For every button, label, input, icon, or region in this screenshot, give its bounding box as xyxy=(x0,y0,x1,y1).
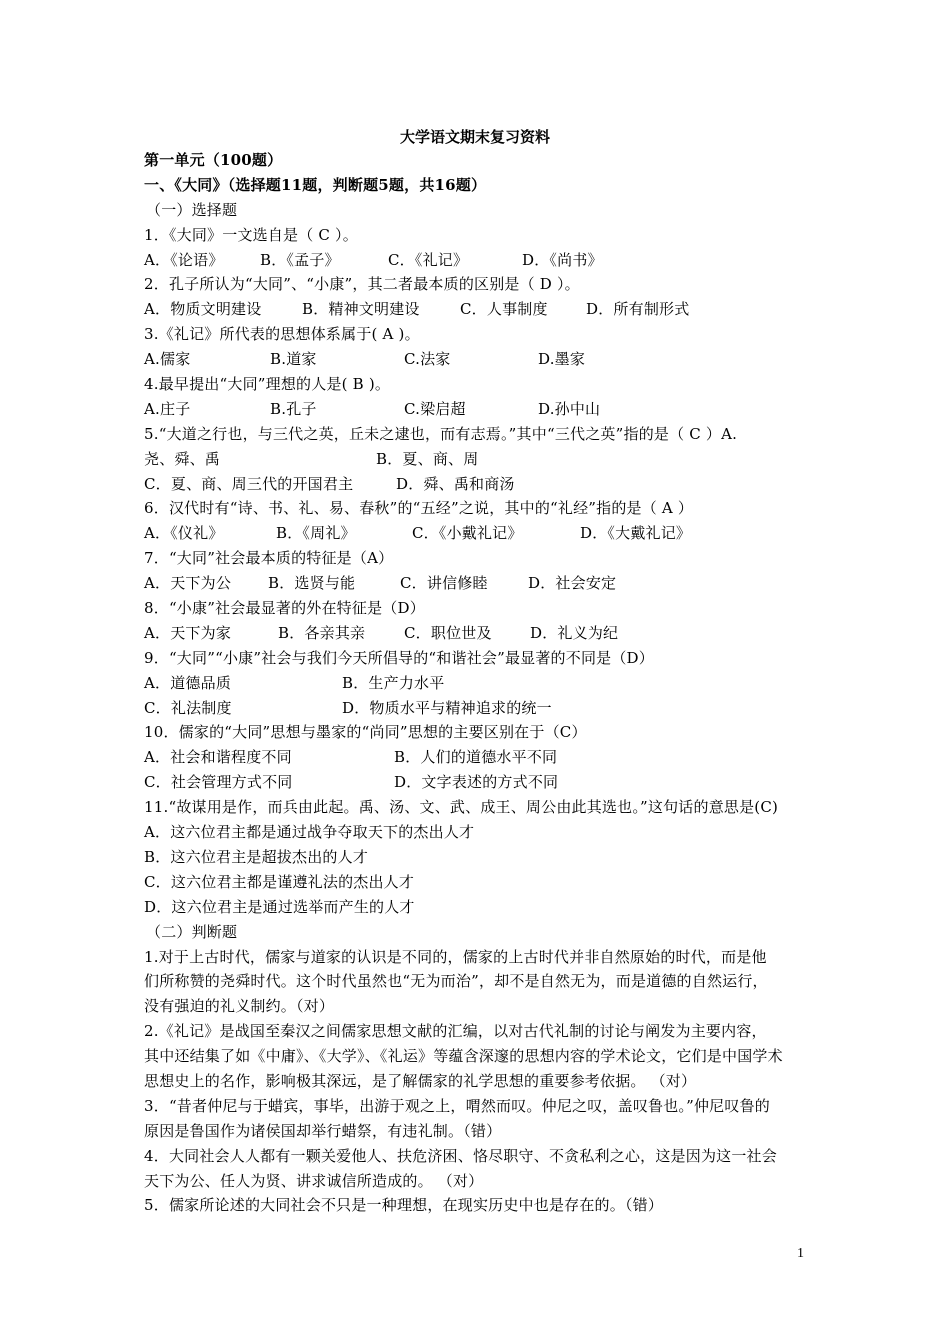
question-9-options-2 xyxy=(144,696,834,721)
judgment-2-line: 思想史上的名作，影响极其深远，是了解儒家的礼学思想的重要参考依据。 （对） xyxy=(144,1071,697,1090)
question-6: 6．汉代时有“诗、书、礼、易、春秋”的“五经”之说，其中的“礼经”指的是（ A ） xyxy=(144,499,694,518)
question-2: 2．孔子所认为“大同”、“小康”，其二者最本质的区别是（ D ）。 xyxy=(144,275,580,294)
option: B.道家 xyxy=(270,350,317,369)
document-title: 大学语文期末复习资料 xyxy=(399,128,550,146)
option: C．礼法制度 xyxy=(144,698,232,717)
option: B．夏、商、周 xyxy=(376,449,479,468)
document-body xyxy=(144,148,834,1218)
option: C．人事制度 xyxy=(460,300,548,319)
judgment-3-line: 原因是鲁国作为诸侯国却举行蜡祭，有违礼制。（错） xyxy=(144,1121,502,1140)
section-heading: 一、《大同》（选择题11题，判断题5题，共16题） xyxy=(144,175,487,194)
judgment-4-line: 4．大同社会人人都有一颗关爱他人、扶危济困、恪尽职守、不贪私利之心，这是因为这一社会 xyxy=(144,1146,777,1165)
judgment-5-line: 5．儒家所论述的大同社会不只是一种理想，在现实历史中也是存在的。（错） xyxy=(144,1196,664,1215)
option: A．道德品质 xyxy=(144,673,232,692)
option: C．讲信修睦 xyxy=(400,574,488,593)
question-1-options xyxy=(144,248,834,273)
question-5-options-2 xyxy=(144,472,834,497)
question-9-options xyxy=(144,671,834,696)
question-10: 10．儒家的“大同”思想与墨家的“尚同”思想的主要区别在于（C） xyxy=(144,723,587,742)
option: D．舜、禹和商汤 xyxy=(396,474,515,493)
question-6-options xyxy=(144,521,834,546)
question-3-options xyxy=(144,347,834,372)
option: A．物质文明建设 xyxy=(144,300,262,319)
option: A．《论语》 xyxy=(144,250,224,269)
question-9: 9．“大同”“小康”社会与我们今天所倡导的“和谐社会”最显著的不同是（D） xyxy=(144,648,654,667)
option: B．《周礼》 xyxy=(276,524,356,543)
option: B．这六位君主是超拔杰出的人才 xyxy=(144,847,369,866)
choice-subheading: （一）选择题 xyxy=(146,200,238,219)
option: D．社会安定 xyxy=(528,574,617,593)
question-2-options xyxy=(144,297,834,322)
question-7: 7．“大同”社会最本质的特征是（A） xyxy=(144,549,394,568)
judgment-subheading: （二）判断题 xyxy=(146,922,238,941)
option: B．《孟子》 xyxy=(260,250,340,269)
option: B．人们的道德水平不同 xyxy=(394,748,558,767)
option: B．各亲其亲 xyxy=(278,623,366,642)
option: D．文字表述的方式不同 xyxy=(394,773,559,792)
option: D．《尚书》 xyxy=(522,250,603,269)
option: C．夏、商、周三代的开国君主 xyxy=(144,474,354,493)
option: A．这六位君主都是通过战争夺取天下的杰出人才 xyxy=(144,823,475,842)
option: A．社会和谐程度不同 xyxy=(144,748,292,767)
option: C．《小戴礼记》 xyxy=(412,524,523,543)
question-10-options xyxy=(144,745,834,770)
option: D．物质水平与精神追求的统一 xyxy=(342,698,552,717)
option: B．生产力水平 xyxy=(342,673,445,692)
question-4-options xyxy=(144,397,834,422)
judgment-2-line: 2.《礼记》是战国至秦汉之间儒家思想文献的汇编，以对古代礼制的讨论与阐发为主要内容， xyxy=(144,1022,767,1041)
question-5: 5.“大道之行也，与三代之英，丘未之逮也，而有志焉。”其中“三代之英”指的是（ C ）A. xyxy=(144,424,738,443)
question-11: 11.“故谋用是作，而兵由此起。禹、汤、文、武、成王、周公由此其选也。”这句话的意思是(C) xyxy=(144,798,779,817)
option: C．职位世及 xyxy=(404,623,492,642)
option: C.法家 xyxy=(404,350,451,369)
question-1: 1．《大同》一文选自是（ C ）。 xyxy=(144,225,358,244)
option: C．这六位君主都是谨遵礼法的杰出人才 xyxy=(144,872,415,891)
question-10-options-2 xyxy=(144,770,834,795)
option: D．礼义为纪 xyxy=(530,623,619,642)
page-number: 1 xyxy=(797,1246,804,1261)
option: B．精神文明建设 xyxy=(302,300,420,319)
question-7-options xyxy=(144,571,834,596)
option: D．所有制形式 xyxy=(586,300,690,319)
option: A.儒家 xyxy=(144,350,191,369)
option: A.庄子 xyxy=(144,399,191,418)
question-3: 3.《礼记》所代表的思想体系属于( A )。 xyxy=(144,325,420,344)
option: D．这六位君主是通过选举而产生的人才 xyxy=(144,897,415,916)
option: D．《大戴礼记》 xyxy=(580,524,692,543)
judgment-4-line: 天下为公、任人为贤、讲求诚信所造成的。 （对） xyxy=(144,1171,484,1190)
question-8-options xyxy=(144,621,834,646)
judgment-3-line: 3．“昔者仲尼与于蜡宾，事毕，出游于观之上，喟然而叹。仲尼之叹，盖叹鲁也。”仲尼叹鲁的 xyxy=(144,1096,770,1115)
option: A．天下为公 xyxy=(144,574,232,593)
judgment-1-line: 1.对于上古时代，儒家与道家的认识是不同的，儒家的上古时代并非自然原始的时代，而是他 xyxy=(144,947,767,966)
option: C．社会管理方式不同 xyxy=(144,773,293,792)
option: A．天下为家 xyxy=(144,623,232,642)
option: D.孙中山 xyxy=(538,399,601,418)
option: A．《仪礼》 xyxy=(144,524,224,543)
question-5-options xyxy=(144,447,834,472)
option: C.梁启超 xyxy=(404,399,466,418)
option: D.墨家 xyxy=(538,350,586,369)
judgment-1-line: 没有强迫的礼义制约。（对） xyxy=(144,997,335,1016)
option: C．《礼记》 xyxy=(388,250,469,269)
judgment-1-line: 们所称赞的尧舜时代。这个时代虽然也“无为而治”，却不是自然无为，而是道德的自然运行， xyxy=(144,972,768,991)
unit-heading: 第一单元（100题） xyxy=(144,151,283,169)
option: B.孔子 xyxy=(270,399,317,418)
option: B．选贤与能 xyxy=(268,574,356,593)
question-4: 4.最早提出“大同”理想的人是( B )。 xyxy=(144,375,391,394)
question-8: 8．“小康”社会最显著的外在特征是（D） xyxy=(144,599,425,618)
option: 尧、舜、禹 xyxy=(144,449,221,468)
judgment-2-line: 其中还结集了如《中庸》、《大学》、《礼运》等蕴含深邃的思想内容的学术论文，它们是中国学术 xyxy=(144,1047,783,1066)
